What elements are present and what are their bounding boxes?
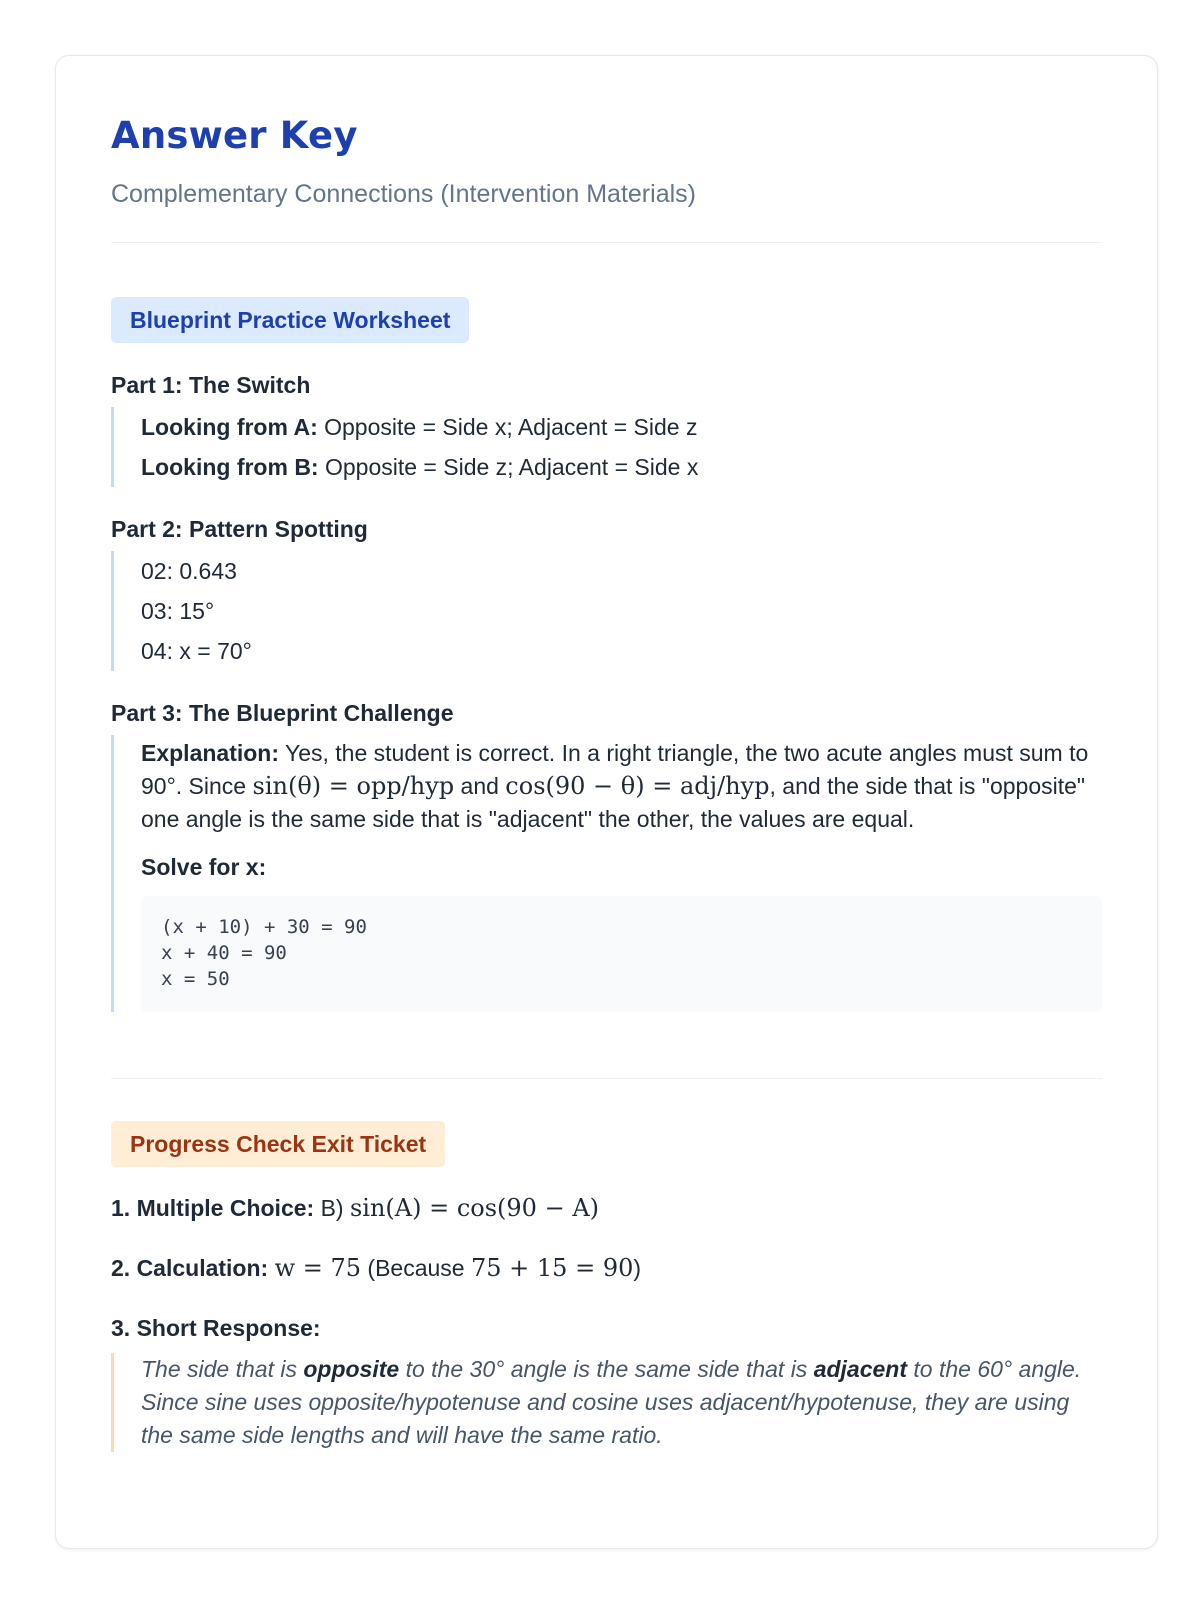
- part-2-answer-03: 03: 15°: [141, 598, 215, 624]
- sin-formula: sin(θ) = opp/hyp: [252, 772, 455, 800]
- solve-step-2: x + 40 = 90: [161, 942, 287, 964]
- solve-step-1: (x + 10) + 30 = 90: [161, 916, 367, 938]
- q1-label: 1. Multiple Choice:: [111, 1195, 315, 1221]
- section-divider: [111, 1078, 1102, 1079]
- part-2-answer-04: 04: x = 70°: [141, 638, 252, 664]
- exit-ticket-section-badge: Progress Check Exit Ticket: [111, 1121, 445, 1167]
- q1-formula: sin(A) = cos(90 − A): [349, 1194, 600, 1222]
- part-2-heading: Part 2: Pattern Spotting: [111, 516, 368, 542]
- q3-label: 3. Short Response:: [111, 1315, 321, 1341]
- part-3-answers: [111, 735, 1102, 1012]
- solve-for-x-heading: Solve for x:: [141, 854, 267, 880]
- q2-text-post: ): [633, 1255, 642, 1281]
- q2-formula-check: 75 + 15 = 90: [471, 1254, 634, 1282]
- q3-bold-adjacent: adjacent: [813, 1356, 908, 1382]
- short-response-answer: [111, 1353, 1102, 1452]
- q3-part-2: to the 30° angle is the same side that is: [399, 1356, 814, 1382]
- part-1-answers: [111, 407, 1102, 487]
- part-2-answers: [111, 551, 1102, 671]
- explanation-text-post: , and the side that is "opposite" one angle is the same side that is "adjacent" the other, the values are equal.: [141, 773, 1086, 832]
- q2-formula: w = 75: [274, 1254, 362, 1282]
- page-subtitle: Complementary Connections (Intervention Materials): [111, 180, 696, 208]
- explanation-text-pre: Yes, the student is correct. In a right triangle, the two acute angles must sum to 90°. Since: [141, 740, 1089, 799]
- part-3-explanation: [141, 735, 1102, 836]
- part-3-heading: Part 3: The Blueprint Challenge: [111, 700, 454, 726]
- solve-step-3: x = 50: [161, 968, 230, 990]
- header-divider: [111, 242, 1102, 243]
- part-1-line-b-label: Looking from B:: [141, 454, 319, 480]
- explanation-label: Explanation:: [141, 740, 280, 766]
- page-title: Answer Key: [111, 114, 358, 157]
- exit-ticket-q2: [111, 1251, 1102, 1285]
- worksheet-section-badge: Blueprint Practice Worksheet: [111, 297, 469, 343]
- explanation-text-and: and: [454, 773, 506, 799]
- exit-ticket-q3: [111, 1311, 1102, 1345]
- solve-steps-code: [141, 896, 1102, 1012]
- part-1-line-a-label: Looking from A:: [141, 414, 318, 440]
- q2-label: 2. Calculation:: [111, 1255, 269, 1281]
- part-1-line-b-text: Opposite = Side z; Adjacent = Side x: [318, 454, 699, 480]
- answer-key-card: [55, 55, 1158, 1549]
- q3-bold-opposite: opposite: [303, 1356, 400, 1382]
- part-1-line-a-text: Opposite = Side x; Adjacent = Side z: [317, 414, 698, 440]
- q3-part-3: to the 60° angle. Since sine uses opposite/hypotenuse and cosine uses adjacent/hypotenuse, they are using the same side lengths and will have the same ratio.: [141, 1356, 1082, 1448]
- part-1-line-a: [141, 407, 1102, 447]
- part-1-line-b: [141, 447, 1102, 487]
- part-2-answer-02: 02: 0.643: [141, 558, 237, 584]
- q3-part-1: The side that is: [141, 1356, 304, 1382]
- exit-ticket-q1: [111, 1191, 1102, 1225]
- part-1-heading: Part 1: The Switch: [111, 372, 311, 398]
- q2-text-pre: (Because: [361, 1255, 471, 1281]
- q1-text: B): [314, 1195, 350, 1221]
- cos-formula: cos(90 − θ) = adj/hyp: [505, 772, 770, 800]
